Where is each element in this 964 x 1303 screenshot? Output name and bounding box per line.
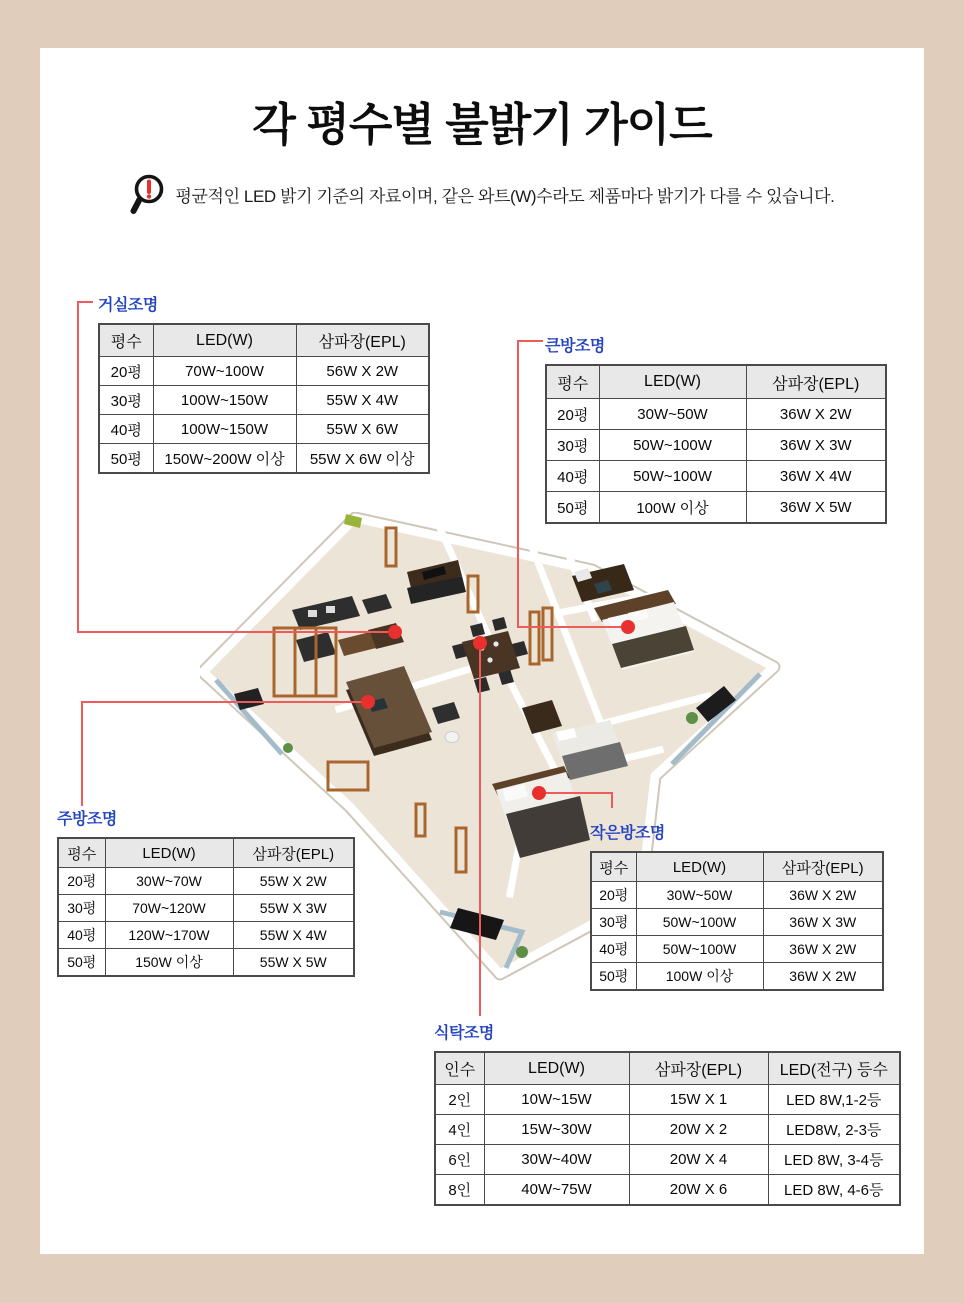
table-cell: 20W X 4 — [629, 1145, 768, 1175]
living-room-table — [98, 323, 430, 474]
column-header: 삼파장(EPL) — [296, 324, 429, 357]
big-room-table-block — [545, 333, 887, 524]
header-row — [435, 1052, 900, 1085]
column-header: 평수 — [99, 324, 153, 357]
column-header: 삼파장(EPL) — [746, 365, 886, 399]
table-cell: 56W X 2W — [296, 357, 429, 386]
table-row — [591, 936, 883, 963]
table-cell: 30평 — [546, 430, 599, 461]
table-cell: 2인 — [435, 1085, 484, 1115]
table-cell: 50W~100W — [599, 430, 746, 461]
table-cell: 55W X 4W — [296, 386, 429, 415]
living-room-table-block — [98, 292, 430, 474]
column-header: 평수 — [591, 852, 636, 882]
table-cell: 15W X 1 — [629, 1085, 768, 1115]
table-row — [99, 444, 429, 474]
table-row — [591, 963, 883, 991]
table-row — [591, 882, 883, 909]
table-cell: 55W X 6W 이상 — [296, 444, 429, 474]
table-cell: 10W~15W — [484, 1085, 629, 1115]
table-cell: 20평 — [99, 357, 153, 386]
table-row — [99, 415, 429, 444]
table-cell: 50평 — [99, 444, 153, 474]
table-cell: 50평 — [58, 949, 105, 977]
table-cell: 40평 — [99, 415, 153, 444]
header-row — [546, 365, 886, 399]
table-cell: 55W X 2W — [233, 868, 354, 895]
table-cell: 55W X 4W — [233, 922, 354, 949]
small-room-table-block — [590, 820, 884, 991]
table-row — [591, 909, 883, 936]
table-cell: 150W~200W 이상 — [153, 444, 296, 474]
column-header: 삼파장(EPL) — [629, 1052, 768, 1085]
table-cell: 30W~40W — [484, 1145, 629, 1175]
table-cell: 100W~150W — [153, 415, 296, 444]
table-cell: 50평 — [591, 963, 636, 991]
table-cell: 36W X 2W — [763, 963, 883, 991]
table-cell: 6인 — [435, 1145, 484, 1175]
table-cell: 40평 — [591, 936, 636, 963]
table-cell: 8인 — [435, 1175, 484, 1206]
table-cell: 120W~170W — [105, 922, 233, 949]
table-cell: 36W X 3W — [746, 430, 886, 461]
table-row — [435, 1175, 900, 1206]
table-cell: 36W X 2W — [763, 936, 883, 963]
table-cell: LED 8W, 3-4등 — [768, 1145, 900, 1175]
table-cell: 36W X 3W — [763, 909, 883, 936]
column-header: 평수 — [546, 365, 599, 399]
table-cell: 15W~30W — [484, 1115, 629, 1145]
table-cell: 36W X 2W — [763, 882, 883, 909]
table-cell: 150W 이상 — [105, 949, 233, 977]
column-header: LED(W) — [105, 838, 233, 868]
table-cell: 30W~50W — [636, 882, 763, 909]
table-row — [435, 1145, 900, 1175]
kitchen-label: 주방조명 — [57, 811, 117, 828]
column-header: LED(W) — [636, 852, 763, 882]
table-cell: LED 8W,1-2등 — [768, 1085, 900, 1115]
living-room-label: 거실조명 — [98, 297, 158, 314]
table-cell: 50W~100W — [636, 936, 763, 963]
dining-label: 식탁조명 — [434, 1025, 494, 1042]
table-cell: 100W 이상 — [599, 492, 746, 524]
column-header: 평수 — [58, 838, 105, 868]
table-row — [58, 922, 354, 949]
table-row — [99, 357, 429, 386]
header-row — [99, 324, 429, 357]
table-cell: 30평 — [591, 909, 636, 936]
column-header: LED(W) — [153, 324, 296, 357]
table-row — [546, 461, 886, 492]
header-row — [58, 838, 354, 868]
table-cell: 55W X 5W — [233, 949, 354, 977]
column-header: LED(W) — [484, 1052, 629, 1085]
table-row — [99, 386, 429, 415]
notice — [0, 172, 964, 216]
kitchen-table-block — [57, 806, 355, 977]
kitchen-table — [57, 837, 355, 977]
table-cell: LED8W, 2-3등 — [768, 1115, 900, 1145]
table-cell: 30평 — [58, 895, 105, 922]
table-cell: 50W~100W — [599, 461, 746, 492]
header-row — [591, 852, 883, 882]
table-row — [58, 895, 354, 922]
table-cell: 30W~50W — [599, 399, 746, 430]
column-header: LED(W) — [599, 365, 746, 399]
table-cell: 55W X 3W — [233, 895, 354, 922]
small-room-label: 작은방조명 — [590, 825, 665, 842]
column-header: 삼파장(EPL) — [233, 838, 354, 868]
table-cell: 70W~120W — [105, 895, 233, 922]
table-row — [546, 492, 886, 524]
table-cell: 20평 — [546, 399, 599, 430]
table-cell: 40평 — [546, 461, 599, 492]
dining-table — [434, 1051, 901, 1206]
table-cell: 36W X 4W — [746, 461, 886, 492]
table-cell: 50평 — [546, 492, 599, 524]
table-cell: 70W~100W — [153, 357, 296, 386]
table-cell: 4인 — [435, 1115, 484, 1145]
table-row — [435, 1085, 900, 1115]
table-cell: 20W X 6 — [629, 1175, 768, 1206]
small-room-table — [590, 851, 884, 991]
page-title: 각 평수별 불밝기 가이드 — [252, 99, 712, 150]
magnifier-alert-icon — [130, 172, 166, 216]
dining-table-block — [434, 1020, 901, 1206]
column-header: 삼파장(EPL) — [763, 852, 883, 882]
table-cell: LED 8W, 4-6등 — [768, 1175, 900, 1206]
column-header: LED(전구) 등수 — [768, 1052, 900, 1085]
column-header: 인수 — [435, 1052, 484, 1085]
table-cell: 40W~75W — [484, 1175, 629, 1206]
notice-text: 평균적인 LED 밝기 기준의 자료이며, 같은 와트(W)수라도 제품마다 밝기가 다를 수 있습니다. — [175, 186, 835, 206]
table-cell: 20W X 2 — [629, 1115, 768, 1145]
table-cell: 40평 — [58, 922, 105, 949]
table-row — [546, 430, 886, 461]
table-row — [546, 399, 886, 430]
table-cell: 20평 — [58, 868, 105, 895]
table-cell: 30평 — [99, 386, 153, 415]
table-cell: 100W~150W — [153, 386, 296, 415]
table-row — [58, 868, 354, 895]
table-cell: 36W X 2W — [746, 399, 886, 430]
big-room-label: 큰방조명 — [545, 338, 605, 355]
table-cell: 50W~100W — [636, 909, 763, 936]
table-cell: 55W X 6W — [296, 415, 429, 444]
table-row — [58, 949, 354, 977]
big-room-table — [545, 364, 887, 524]
table-cell: 100W 이상 — [636, 963, 763, 991]
table-row — [435, 1115, 900, 1145]
table-cell: 30W~70W — [105, 868, 233, 895]
table-cell: 36W X 5W — [746, 492, 886, 524]
table-cell: 20평 — [591, 882, 636, 909]
